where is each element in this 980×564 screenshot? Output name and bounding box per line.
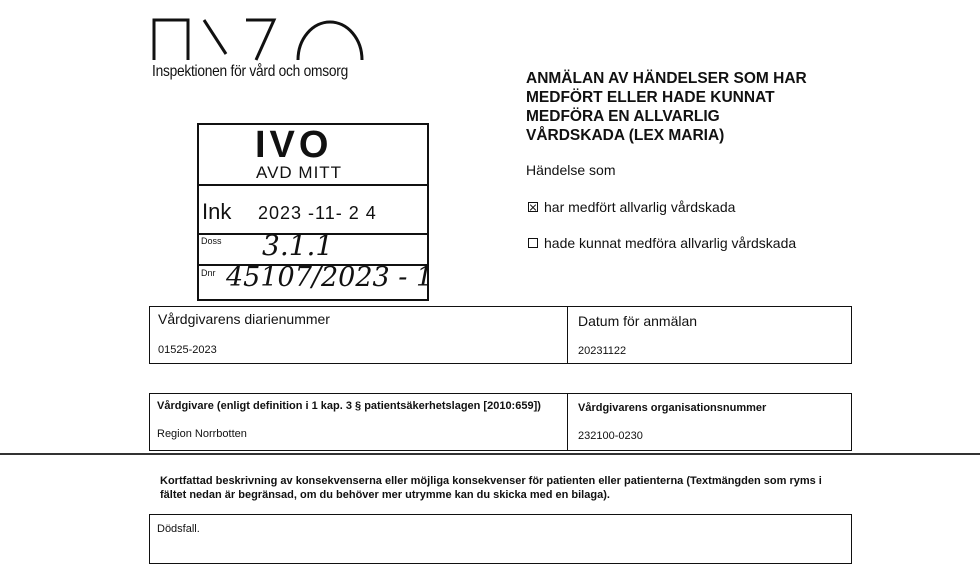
- stamp-doss-value: 3.1.1: [262, 229, 334, 262]
- option-occurred[interactable]: [528, 199, 735, 215]
- field-label: Vårdgivare (enligt definition i 1 kap. 3 § patientsäkerhetslagen [2010:659]): [157, 400, 541, 412]
- field-label: Datum för anmälan: [578, 313, 698, 329]
- logo-text: Inspektionen för vård och omsorg: [152, 63, 348, 80]
- vardgivare-field: [149, 393, 568, 451]
- stamp-divider: [198, 184, 427, 186]
- stamp-dnr-label: Dnr: [201, 268, 216, 278]
- description-value[interactable]: Dödsfall.: [157, 523, 200, 535]
- field-label: Vårdgivarens organisationsnummer: [578, 402, 767, 414]
- stamp-doss-label: Doss: [201, 236, 222, 246]
- title-line: VÅRDSKADA (LEX MARIA): [526, 127, 725, 144]
- diarienummer-field: [149, 306, 568, 364]
- option-label: har medfört allvarlig vårdskada: [544, 199, 736, 215]
- stamp-ink-date: 2023 -11- 2 4: [258, 203, 377, 223]
- field-label: Vårdgivarens diarienummer: [158, 311, 330, 327]
- field-value[interactable]: 01525-2023: [158, 344, 217, 356]
- datum-field: [567, 306, 852, 364]
- stamp-unit: AVD MITT: [256, 163, 343, 182]
- event-label: Händelse som: [526, 162, 616, 178]
- option-could-have[interactable]: [528, 235, 796, 251]
- field-value[interactable]: Region Norrbotten: [157, 428, 247, 440]
- page-divider: [0, 453, 980, 455]
- checkbox-checked-icon[interactable]: [528, 202, 538, 212]
- field-value[interactable]: 232100-0230: [578, 430, 643, 442]
- description-instruction: Kortfattad beskrivning av konsekvenserna eller möjliga konsekvenser för patienten eller patienterna (Textmängden som ryms i fältet nedan är begränsad, om du behöver mer utrymme kan du skicka med en bilaga).: [160, 475, 822, 501]
- checkbox-empty-icon[interactable]: [528, 238, 538, 248]
- field-value[interactable]: 20231122: [578, 345, 627, 357]
- form-title: [526, 69, 856, 145]
- title-line: MEDFÖRA EN ALLVARLIG: [526, 108, 720, 125]
- description-field: [149, 514, 852, 564]
- stamp-dnr-value: 45107/2023 - 1: [226, 262, 434, 293]
- ivo-logo-icon: [150, 14, 370, 62]
- title-line: ANMÄLAN AV HÄNDELSER SOM HAR: [526, 70, 807, 87]
- stamp-org: IVO: [255, 124, 333, 166]
- stamp-ink-label: Ink: [202, 199, 232, 224]
- orgnr-field: [567, 393, 852, 451]
- title-line: MEDFÖRT ELLER HADE KUNNAT: [526, 89, 775, 106]
- option-label: hade kunnat medföra allvarlig vårdskada: [544, 235, 797, 251]
